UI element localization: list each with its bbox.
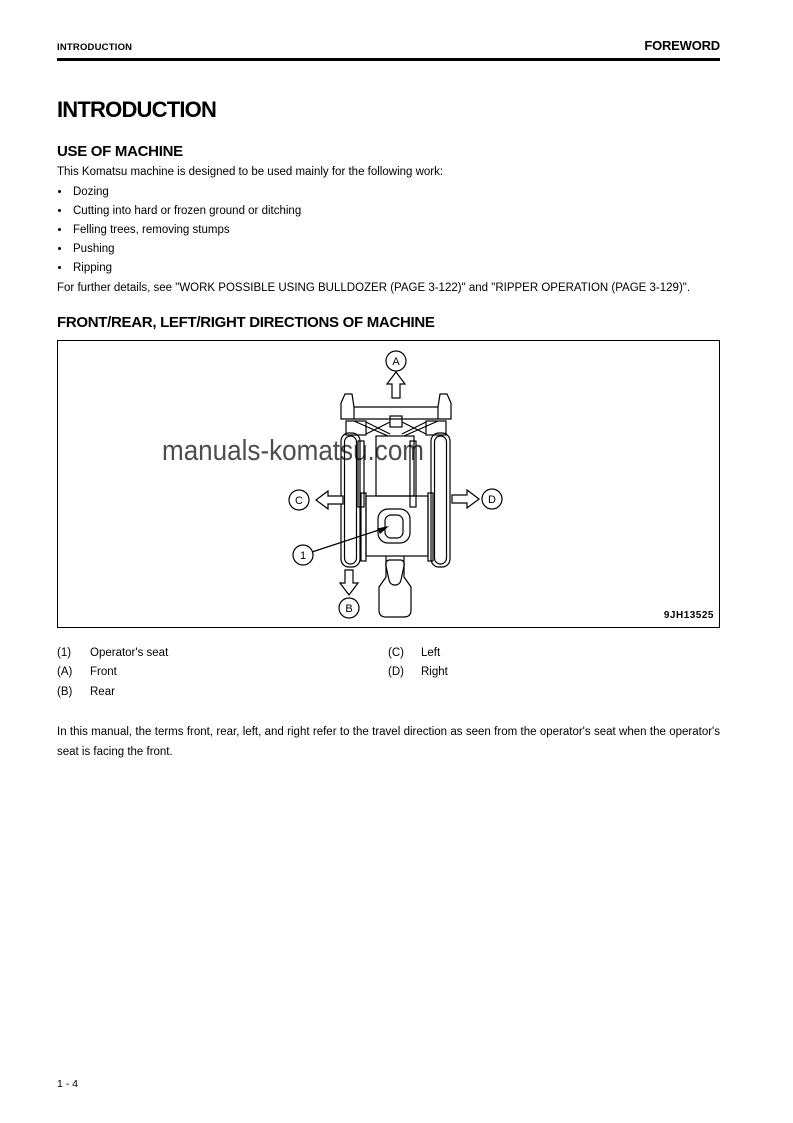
running-header-left: INTRODUCTION [57, 42, 133, 53]
bullet-list [57, 183, 720, 278]
list-item: • Cutting into hard or frozen ground or ditching [71, 202, 720, 221]
legend-column-left [57, 644, 388, 703]
legend-row [388, 663, 448, 683]
legend-row [57, 644, 388, 664]
left-arrow-icon [316, 491, 343, 509]
legend-marker: (1) [57, 646, 72, 659]
bulldozer-top-view-diagram [58, 341, 719, 627]
legend-marker: (A) [57, 666, 73, 678]
track-right [431, 433, 450, 567]
legend-label: Right [421, 666, 448, 678]
use-of-machine-intro: This Komatsu machine is designed to be used mainly for the following work: [57, 166, 444, 178]
further-details-paragraph: For further details, see "WORK POSSIBLE USING BULLDOZER (PAGE 3-122)" and "RIPPER OPERATION (PAGE 3-129)". [57, 282, 691, 294]
list-item: • Felling trees, removing stumps [71, 221, 720, 240]
list-item: • Dozing [71, 183, 720, 202]
legend-label: Front [90, 666, 117, 678]
callout-label-right: D [488, 493, 496, 506]
list-item: • Pushing [71, 240, 720, 259]
directions-note: In this manual, the terms front, rear, left, and right refer to the travel direction as seen from the operator's seat when the operator's seat is facing the front. [57, 726, 720, 758]
callout-label-seat: 1 [299, 549, 307, 562]
list-item: • Ripping [71, 259, 720, 278]
legend-marker: (D) [388, 666, 404, 678]
legend-label: Operator's seat [90, 646, 169, 659]
figure-code: 9JH13525 [663, 609, 714, 621]
blade-end-plates [354, 407, 438, 419]
track-right-inner [435, 436, 447, 564]
figure-legend [57, 644, 720, 703]
direction-arrows [289, 351, 502, 618]
ripper [379, 556, 411, 617]
legend-row [57, 663, 388, 683]
callout-label-rear: B [345, 602, 353, 615]
cross-braces [354, 421, 438, 436]
direction-figure [57, 340, 720, 628]
seat-leader-arrowhead [377, 526, 389, 534]
right-arrow-icon [452, 490, 479, 508]
header-rule [57, 58, 720, 61]
legend-row [57, 683, 388, 703]
front-arrow-icon [387, 372, 405, 398]
legend-row [388, 644, 448, 664]
rear-arrow-icon [340, 570, 358, 595]
legend-column-right [388, 644, 448, 703]
legend-marker: (C) [388, 646, 404, 659]
page-title: INTRODUCTION [57, 97, 217, 122]
cab [366, 496, 428, 556]
page-header [57, 38, 720, 53]
blade-center-mount [390, 416, 402, 427]
seat-leader-line [312, 529, 382, 552]
page-number: 1 - 4 [57, 1078, 79, 1090]
callout-label-front: A [392, 355, 400, 368]
section-heading-use-of-machine: USE OF MACHINE [57, 143, 183, 160]
callout-label-left: C [295, 494, 303, 507]
running-header-right: FOREWORD [644, 38, 720, 53]
ripper-shank [386, 560, 404, 585]
legend-label: Left [421, 646, 441, 659]
legend-label: Rear [90, 685, 115, 698]
watermark-text: manuals-komatsu.com [162, 434, 424, 467]
section-heading-directions: FRONT/REAR, LEFT/RIGHT DIRECTIONS OF MACHINE [57, 313, 435, 331]
legend-marker: (B) [57, 685, 73, 698]
